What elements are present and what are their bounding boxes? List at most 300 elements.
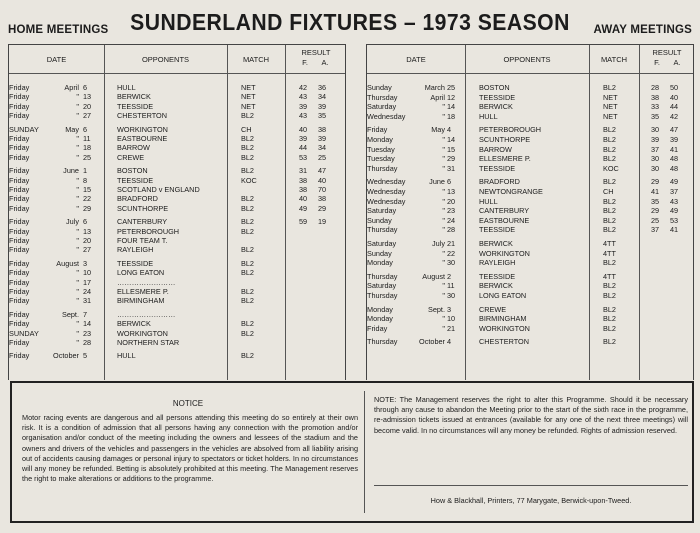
fixture-day: Wednesday	[367, 177, 406, 187]
fixture-month: "	[76, 101, 79, 111]
fixture-month: "	[76, 287, 79, 296]
opponents-column-header: OPPONENTS	[503, 55, 551, 64]
fixture-match-type: NET	[603, 92, 618, 102]
fixture-month: "	[442, 248, 445, 258]
fixture-match-type: BL2	[603, 225, 616, 235]
fixture-date: 28	[83, 338, 92, 347]
fixture-opponent: BARROW	[479, 144, 512, 154]
fixture-month: "	[442, 225, 445, 235]
fixture-month: "	[442, 196, 445, 206]
fixture-month: June	[429, 177, 445, 187]
fixture-opponent: NORTHERN STAR	[117, 338, 180, 347]
fixture-date: 6	[83, 83, 88, 92]
fixture-opponent: RAYLEIGH	[479, 258, 516, 268]
fixture-opponent: ……………………	[117, 277, 176, 287]
fixture-day: Tuesday	[367, 144, 395, 154]
fixture-opponent: WORKINGTON	[479, 323, 530, 333]
fixture-opponent: HULL	[479, 111, 498, 121]
fixture-match-type: BL2	[603, 177, 616, 187]
fixture-date: 24	[83, 287, 92, 296]
fixture-day: Friday	[9, 226, 30, 236]
fixture-match-type: BL2	[241, 194, 254, 204]
fixture-day: Saturday	[367, 206, 397, 216]
match-column-header: MATCH	[600, 55, 628, 64]
fixture-match-type: 4TT	[603, 239, 616, 248]
fixture-opponent: TEESSIDE	[479, 163, 516, 173]
fixture-match-type: BL2	[603, 196, 616, 206]
fixture-month: "	[442, 314, 445, 324]
fixture-date: 24	[447, 215, 456, 225]
fixture-day: Wednesday	[367, 187, 406, 196]
fixture-month: "	[76, 111, 79, 121]
fixture-opponent: TEESSIDE	[117, 258, 154, 268]
fixture-month: "	[442, 323, 445, 333]
fixture-date: 10	[83, 268, 92, 278]
fixture-row	[367, 258, 693, 268]
fixture-day: Friday	[9, 277, 30, 287]
fixture-score-for: 35	[650, 111, 660, 121]
fixture-day: Friday	[9, 92, 30, 102]
fixture-day: Friday	[9, 245, 30, 255]
fixture-score-against: 41	[669, 225, 679, 235]
fixture-opponent: WORKINGTON	[479, 248, 530, 258]
fixture-opponent: WORKINGTON	[117, 328, 168, 338]
fixture-score-for: 39	[298, 101, 308, 111]
fixture-score-against: 43	[669, 196, 679, 206]
fixture-opponent: RAYLEIGH	[117, 245, 154, 255]
fixture-row	[9, 204, 345, 214]
fixture-opponent: BERWICK	[479, 281, 513, 291]
fixture-row	[367, 305, 693, 315]
fixture-day: Monday	[367, 304, 393, 314]
fixture-match-type: BL2	[603, 281, 616, 291]
fixture-opponent: BRADFORD	[479, 177, 520, 187]
fixture-score-for: 41	[650, 187, 660, 196]
fixture-month: "	[442, 291, 445, 300]
fixture-date: 30	[447, 258, 456, 268]
fixture-opponent: PETERBOROUGH	[479, 125, 542, 135]
fixture-match-type: BL2	[241, 152, 254, 162]
fixture-month: "	[76, 185, 79, 194]
fixture-month: "	[442, 154, 445, 164]
fixture-score-against: 49	[669, 206, 679, 216]
fixture-opponent: EASTBOURNE	[117, 134, 168, 143]
fixture-month: "	[442, 144, 445, 154]
fixture-opponent: BERWICK	[117, 319, 151, 329]
fixture-date: 30	[447, 291, 456, 300]
fixture-opponent: PETERBOROUGH	[117, 226, 180, 236]
fixture-match-type: BL2	[241, 351, 254, 361]
fixture-date: 13	[83, 92, 92, 102]
fixture-score-against: 48	[669, 163, 679, 173]
fixture-opponent: CANTERBURY	[479, 206, 530, 216]
fixture-date: 18	[447, 111, 456, 121]
fixture-day: Friday	[9, 351, 30, 361]
fixture-month: "	[442, 163, 445, 173]
fixture-date: 1	[83, 166, 88, 176]
fixture-date: 27	[83, 111, 92, 121]
fixture-month: July	[432, 239, 445, 248]
fixture-match-type: BL2	[241, 287, 254, 296]
fixture-score-against: 39	[317, 101, 327, 111]
fixture-match-type: BL2	[603, 215, 616, 225]
fixture-score-against: 53	[669, 215, 679, 225]
away-fixtures-table	[366, 44, 694, 380]
fixture-day: Friday	[367, 323, 388, 333]
fixture-opponent: BOSTON	[479, 83, 510, 92]
fixture-match-type: BL2	[603, 125, 616, 135]
fixture-row	[367, 164, 693, 174]
fixture-date: 25	[447, 83, 456, 92]
fixture-match-type: BL2	[603, 314, 616, 324]
fixture-day: SUNDAY	[9, 328, 39, 338]
fixture-date: 11	[447, 281, 455, 291]
fixture-match-type: CH	[603, 187, 614, 196]
fixture-date: 21	[447, 239, 456, 248]
fixture-opponent: BIRMINGHAM	[479, 314, 527, 324]
fixture-score-for: 38	[650, 92, 660, 102]
fixture-opponent: ELLESMERE P.	[479, 154, 531, 164]
against-column-header: A.	[673, 58, 681, 67]
fixture-match-type: 4TT	[603, 248, 616, 258]
fixture-date: 12	[447, 92, 456, 102]
fixture-month: "	[76, 236, 79, 245]
fixture-month: August	[56, 258, 79, 268]
fixture-score-against: 35	[317, 111, 327, 121]
fixture-day: Friday	[9, 287, 30, 296]
fixture-score-for: 44	[298, 143, 308, 153]
fixture-date: 29	[83, 203, 92, 213]
fixture-day: Sunday	[367, 215, 392, 225]
fixture-opponent: ……………………	[117, 309, 176, 319]
fixture-date: 28	[447, 225, 456, 235]
fixture-opponent: HULL	[117, 351, 136, 361]
fixture-opponent: BERWICK	[479, 102, 513, 112]
fixture-day: Friday	[9, 217, 30, 227]
fixture-match-type: BL2	[603, 206, 616, 216]
fixture-opponent: BERWICK	[479, 239, 513, 248]
fixture-date: 2	[447, 271, 452, 281]
fixture-month: "	[76, 134, 79, 143]
fixture-date: 11	[83, 134, 91, 143]
for-column-header: F.	[302, 58, 308, 67]
fixture-score-for: 31	[298, 166, 308, 176]
opponents-column-header: OPPONENTS	[141, 55, 190, 64]
fixture-day: Friday	[9, 185, 30, 194]
fixture-month: "	[442, 102, 445, 112]
fixture-match-type: BL2	[603, 258, 616, 268]
fixture-date: 31	[447, 163, 456, 173]
fixture-month: March	[424, 83, 445, 92]
fixture-opponent: CHESTERTON	[479, 337, 530, 347]
fixture-score-against: 41	[669, 144, 679, 154]
fixture-day: Wednesday	[367, 111, 406, 121]
fixture-day: Sunday	[367, 248, 392, 258]
fixture-month: "	[76, 245, 79, 255]
fixture-date: 22	[83, 194, 92, 204]
fixture-day: Monday	[367, 258, 393, 268]
fixture-month: "	[442, 187, 445, 196]
fixture-date: 14	[83, 319, 92, 329]
fixture-score-against: 29	[317, 203, 327, 213]
fixture-date: 20	[447, 196, 456, 206]
fixture-match-type: BL2	[241, 296, 254, 306]
fixture-opponent: NEWTONGRANGE	[479, 187, 543, 196]
fixture-match-type: BL2	[603, 304, 616, 314]
notice-management-note: NOTE: The Management reserves the right to alter this Programme. Should it be necessary through any cause to abandon the Meeting prior to the start of the sixth race in the programme, re-admission tickets issued at entrances (available for any one of the next three meetings) will become valid. In no circumstances will any money be refunded. Rights of admission reserved.	[374, 395, 688, 435]
fixture-day: Friday	[367, 125, 388, 135]
fixture-month: "	[76, 296, 79, 306]
fixture-match-type: BL2	[241, 245, 254, 255]
fixture-row	[367, 272, 693, 282]
fixture-row	[367, 281, 693, 291]
fixture-month: July	[66, 217, 79, 227]
fixture-score-for: 42	[298, 83, 308, 92]
fixture-date: 13	[83, 226, 92, 236]
fixture-match-type: BL2	[603, 291, 616, 300]
fixture-opponent: HULL	[479, 196, 498, 206]
fixture-row	[367, 125, 693, 135]
fixture-score-against: 48	[669, 154, 679, 164]
fixture-match-type: NET	[603, 111, 618, 121]
against-column-header: A.	[321, 58, 329, 67]
fixture-row	[367, 102, 693, 112]
fixture-score-against: 44	[669, 102, 679, 112]
fixture-date: 14	[447, 102, 456, 112]
fixture-row	[367, 197, 693, 207]
home-fixtures-table	[8, 44, 346, 380]
fixture-score-for: 30	[650, 154, 660, 164]
fixture-day: Friday	[9, 134, 30, 143]
fixture-date: 23	[447, 206, 456, 216]
away-meetings-heading: AWAY MEETINGS	[593, 24, 692, 36]
fixture-date: 25	[83, 152, 92, 162]
fixture-opponent: TEESSIDE	[479, 225, 516, 235]
page-title: SUNDERLAND FIXTURES – 1973 SEASON	[130, 9, 570, 35]
fixture-day: Thursday	[367, 337, 398, 347]
fixture-month: "	[76, 152, 79, 162]
fixture-opponent: CREWE	[117, 152, 145, 162]
fixture-score-for: 59	[298, 217, 308, 227]
fixture-day: Saturday	[367, 281, 397, 291]
fixture-score-for: 43	[298, 92, 308, 102]
fixture-match-type: BL2	[241, 111, 254, 121]
fixture-date: 14	[447, 135, 456, 144]
fixture-opponent: BIRMINGHAM	[117, 296, 165, 306]
fixture-day: Friday	[9, 319, 30, 329]
fixture-score-against: 47	[669, 125, 679, 135]
fixture-match-type: NET	[603, 102, 618, 112]
fixture-score-for: 28	[650, 83, 660, 92]
fixture-day: Friday	[9, 175, 30, 185]
fixture-row	[9, 245, 345, 255]
fixture-date: 23	[83, 328, 92, 338]
fixture-date: 20	[83, 236, 92, 245]
fixture-row	[367, 324, 693, 334]
fixture-month: "	[76, 226, 79, 236]
fixture-match-type: KOC	[603, 163, 619, 173]
fixture-day: Friday	[9, 166, 30, 176]
printer-credit: How & Blackhall, Printers, 77 Marygate, Berwick-upon-Tweed.	[430, 496, 632, 505]
fixture-date: 6	[83, 124, 88, 134]
fixture-month: August	[422, 271, 445, 281]
fixture-opponent: TEESSIDE	[117, 101, 154, 111]
fixture-day: Friday	[9, 309, 30, 319]
fixture-score-against: 40	[669, 92, 679, 102]
fixture-month: "	[76, 319, 79, 329]
fixture-match-type: BL2	[241, 328, 254, 338]
fixture-score-for: 30	[650, 125, 660, 135]
fixture-row	[367, 206, 693, 216]
fixture-month: Sept.	[427, 304, 445, 314]
fixture-opponent: BARROW	[117, 143, 150, 153]
fixture-date: 15	[447, 144, 456, 154]
fixture-day: Friday	[9, 268, 30, 278]
fixture-match-type: BL2	[241, 319, 254, 329]
fixture-match-type: 4TT	[603, 271, 616, 281]
fixture-day: Sunday	[367, 83, 392, 92]
fixture-row	[367, 93, 693, 103]
fixture-month: "	[76, 338, 79, 347]
fixture-score-for: 29	[650, 206, 660, 216]
fixture-match-type: BL2	[603, 323, 616, 333]
home-meetings-heading: HOME MEETINGS	[8, 24, 109, 36]
fixture-row	[367, 145, 693, 155]
fixture-score-for: 53	[298, 152, 308, 162]
fixture-match-type: KOC	[241, 175, 257, 185]
fixture-month: April	[64, 83, 79, 92]
fixture-date: 4	[447, 337, 452, 347]
fixture-row	[9, 111, 345, 121]
fixture-score-against: 42	[669, 111, 679, 121]
for-column-header: F.	[654, 58, 660, 67]
fixture-score-against: 34	[317, 143, 327, 153]
fixture-score-against: 34	[317, 92, 327, 102]
fixture-date: 8	[83, 175, 88, 185]
fixture-score-against: 19	[317, 217, 327, 227]
fixture-day: Wednesday	[367, 196, 406, 206]
fixture-row	[9, 351, 345, 361]
fixture-month: "	[76, 277, 79, 287]
fixture-day: Monday	[367, 314, 393, 324]
notice-disclaimer: Motor racing events are dangerous and all persons attending this meeting do so entirely at their own risk. It is a condition of admission that all persons having any connection with the promotion and/or organisation and/or conduct of the meeting including the owners and lessees of the stadium and the owners and drivers of the vehicles and passengers in the vehicles are absolved from all liability arising out of accidents causing damages or personal injury to spectators or ticket holders. In no circumstances will any money be refunded. Betting is absolutely prohibited at this meeting. The Management reserves the right to make alterations or additions to the programme.	[22, 413, 358, 484]
fixture-day: Thursday	[367, 291, 398, 300]
fixture-month: May	[431, 125, 445, 135]
fixture-opponent: CHESTERTON	[117, 111, 168, 121]
fixture-score-for: 49	[298, 203, 308, 213]
fixture-date: 18	[83, 143, 92, 153]
fixture-row	[367, 216, 693, 226]
fixture-opponent: FOUR TEAM T.	[117, 236, 168, 245]
notice-box	[10, 381, 694, 523]
fixture-match-type: BL2	[603, 83, 616, 92]
fixture-row	[367, 337, 693, 347]
fixture-row	[367, 177, 693, 187]
fixture-month: May	[65, 124, 79, 134]
fixture-match-type: BL2	[603, 154, 616, 164]
fixture-score-against: 38	[317, 194, 327, 204]
fixture-date: 21	[447, 323, 456, 333]
fixture-month: "	[442, 111, 445, 121]
header-rule	[9, 73, 345, 74]
fixture-opponent: SCUNTHORPE	[479, 135, 531, 144]
fixture-opponent: TEESSIDE	[117, 175, 154, 185]
fixture-score-against: 36	[317, 83, 327, 92]
fixture-opponent: TEESSIDE	[479, 271, 516, 281]
fixture-day: Thursday	[367, 163, 398, 173]
fixture-score-for: 35	[650, 196, 660, 206]
fixture-row	[367, 225, 693, 235]
fixture-day: Friday	[9, 258, 30, 268]
fixture-month: "	[76, 268, 79, 278]
fixture-opponent: BERWICK	[117, 92, 151, 102]
fixture-match-type: NET	[241, 92, 256, 102]
fixture-day: Thursday	[367, 92, 398, 102]
fixture-date: 10	[447, 314, 456, 324]
fixture-day: Saturday	[367, 102, 397, 112]
fixture-score-against: 49	[669, 177, 679, 187]
fixture-row	[367, 154, 693, 164]
fixture-date: 4	[447, 125, 452, 135]
fixture-match-type: BL2	[241, 217, 254, 227]
fixture-month: "	[76, 143, 79, 153]
fixture-score-for: 37	[650, 225, 660, 235]
fixture-date: 5	[83, 351, 88, 361]
fixture-score-for: 39	[298, 134, 308, 143]
fixture-date: 31	[83, 296, 92, 306]
fixture-score-against: 40	[317, 175, 327, 185]
fixture-match-type: CH	[241, 124, 252, 134]
fixture-opponent: TEESSIDE	[479, 92, 516, 102]
fixture-month: April	[430, 92, 445, 102]
fixture-month: "	[442, 206, 445, 216]
fixture-opponent: ELLESMERE P.	[117, 287, 169, 296]
fixture-month: "	[76, 203, 79, 213]
fixture-score-against: 38	[317, 124, 327, 134]
fixture-day: Friday	[9, 152, 30, 162]
fixture-date: 22	[447, 248, 456, 258]
fixture-date: 17	[83, 277, 92, 287]
fixture-score-for: 29	[650, 177, 660, 187]
fixture-day: Friday	[9, 236, 30, 245]
fixture-opponent: BOSTON	[117, 166, 148, 176]
fixture-date: 29	[447, 154, 456, 164]
fixture-match-type: BL2	[241, 166, 254, 176]
printer-rule	[374, 485, 688, 486]
fixture-match-type: BL2	[603, 135, 616, 144]
fixture-score-against: 37	[669, 187, 679, 196]
fixture-row	[367, 249, 693, 259]
header-rule	[367, 73, 693, 74]
fixture-opponent: EASTBOURNE	[479, 215, 530, 225]
fixture-day: Friday	[9, 101, 30, 111]
fixture-month: "	[76, 92, 79, 102]
fixture-date: 7	[83, 309, 88, 319]
fixture-date: 3	[83, 258, 88, 268]
fixture-row	[9, 153, 345, 163]
fixture-score-against: 39	[317, 134, 327, 143]
fixture-month: "	[442, 135, 445, 144]
fixture-day: Thursday	[367, 225, 398, 235]
fixture-match-type: BL2	[603, 337, 616, 347]
fixture-match-type: BL2	[241, 203, 254, 213]
fixture-row	[367, 291, 693, 301]
fixture-row	[9, 338, 345, 348]
result-column-header: RESULT	[301, 48, 331, 57]
fixture-month: "	[76, 175, 79, 185]
fixture-day: Friday	[9, 296, 30, 306]
result-column-header: RESULT	[652, 48, 682, 57]
